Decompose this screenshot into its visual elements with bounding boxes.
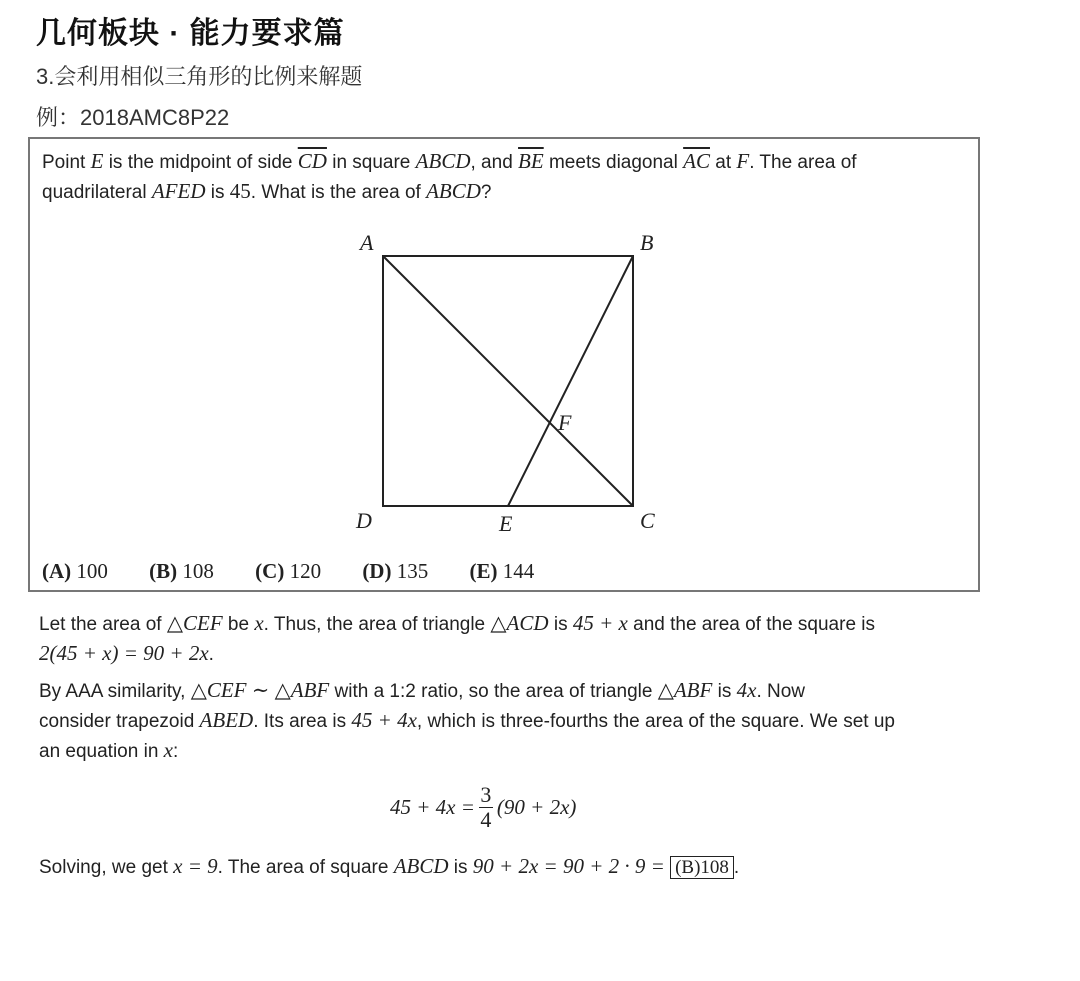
solution-text: . Its area is [253, 711, 352, 732]
math-var: E [90, 149, 104, 173]
equation-rhs: (90 + 2x) [496, 795, 577, 819]
choice-b [149, 559, 214, 584]
equation-lhs: 45 + 4x = [390, 795, 475, 819]
solution-text: . Now [756, 681, 806, 702]
math-var: F [736, 149, 750, 173]
boxed-answer: (B)108 [670, 856, 734, 879]
label-e: E [499, 511, 513, 536]
math-expr: 4x [736, 678, 757, 702]
math-expr: △ABF [657, 678, 713, 702]
solution-text: consider trapezoid [39, 711, 200, 732]
geometry-figure [30, 139, 978, 590]
problem-text: meets diagonal [543, 152, 684, 173]
page-title: 几何板块 · 能力要求篇 [36, 17, 345, 50]
label-b: B [640, 230, 654, 255]
solution-text: . [208, 644, 214, 665]
label-f: F [558, 410, 572, 435]
problem-text: is the midpoint of side [103, 152, 298, 173]
math-number: 45 [229, 179, 251, 203]
math-var: ABED [199, 708, 254, 732]
problem-text: ? [480, 182, 492, 203]
section-subtitle: 3.会利用相似三角形的比例来解题 [36, 64, 363, 89]
math-var: AFED [151, 179, 206, 203]
math-segment: $\overline{AC}$ [683, 149, 710, 173]
choice-c [255, 559, 321, 584]
problem-box [28, 137, 980, 592]
label-d: D [356, 508, 372, 533]
fraction-denominator: 4 [480, 807, 492, 832]
choice-value: 144 [502, 559, 535, 583]
fraction-numerator: 3 [480, 782, 492, 807]
solution-text: By AAA similarity, [39, 681, 191, 702]
math-expr: 45 + 4x [351, 708, 417, 732]
solution-text: with a 1:2 ratio, so the area of triangle [329, 681, 658, 702]
math-var: ABCD [415, 149, 471, 173]
solution-text: and the area of the square is [627, 614, 876, 635]
fraction-three-fourths [479, 784, 493, 831]
choice-letter: (E) [469, 559, 498, 583]
solution-paragraph-2 [39, 676, 999, 766]
math-expr: 2(45 + x) = 90 + 2x [39, 641, 209, 665]
problem-text: . The area of quadrilateral [42, 152, 857, 203]
choice-a [42, 559, 108, 584]
segment-be [508, 256, 633, 506]
choice-value: 108 [182, 559, 214, 583]
math-expr: △CEF [166, 611, 223, 635]
problem-text: is [205, 182, 230, 203]
problem-text: , and [470, 152, 519, 173]
choice-letter: (A) [42, 559, 72, 583]
label-a: A [360, 230, 374, 255]
math-segment: $\overline{CD}$ [297, 149, 327, 173]
solution-text: an equation in [39, 741, 164, 762]
choice-d [362, 559, 428, 584]
solution-text: , which is three-fourths the area of the square. We set up [416, 711, 895, 732]
solution-paragraph-3 [39, 852, 999, 882]
solution-text: . [733, 857, 740, 878]
math-expr: 45 + x [572, 611, 628, 635]
solution-paragraph-1 [39, 609, 999, 669]
problem-text: in square [326, 152, 416, 173]
choice-e [469, 559, 534, 584]
problem-text: . What is the area of [250, 182, 427, 203]
problem-text: at [709, 152, 737, 173]
math-expr: △CEF ∼ △ABF [190, 678, 330, 702]
display-equation [390, 784, 576, 831]
solution-text: is [712, 681, 737, 702]
choice-letter: (B) [149, 559, 178, 583]
problem-text: Point [42, 152, 91, 173]
math-var: ABCD [426, 179, 481, 203]
answer-choices [42, 559, 570, 584]
math-expr: 90 + 2x = 90 + 2 · 9 = [472, 854, 665, 878]
solution-text: . The area of square [217, 857, 394, 878]
solution-text: is [448, 857, 473, 878]
choice-value: 100 [76, 559, 108, 583]
math-segment: $\overline{BE}$ [518, 149, 544, 173]
choice-value: 120 [289, 559, 322, 583]
solution-text: Let the area of [39, 614, 167, 635]
math-expr: △ACD [490, 611, 549, 635]
choice-letter: (D) [362, 559, 392, 583]
math-var: ABCD [393, 854, 449, 878]
solution-text: : [173, 741, 179, 762]
diagonal-ac [383, 256, 633, 506]
choice-letter: (C) [255, 559, 285, 583]
solution-text: . Thus, the area of triangle [263, 614, 491, 635]
math-expr: x = 9 [173, 854, 218, 878]
solution-text: Solving, we get [39, 857, 174, 878]
label-c: C [640, 508, 655, 533]
math-var: x [163, 738, 173, 762]
solution-text: be [222, 614, 255, 635]
example-label: 例：2018AMC8P22 [36, 105, 230, 130]
math-var: x [254, 611, 264, 635]
solution-text: is [548, 614, 573, 635]
choice-value: 135 [396, 559, 429, 583]
